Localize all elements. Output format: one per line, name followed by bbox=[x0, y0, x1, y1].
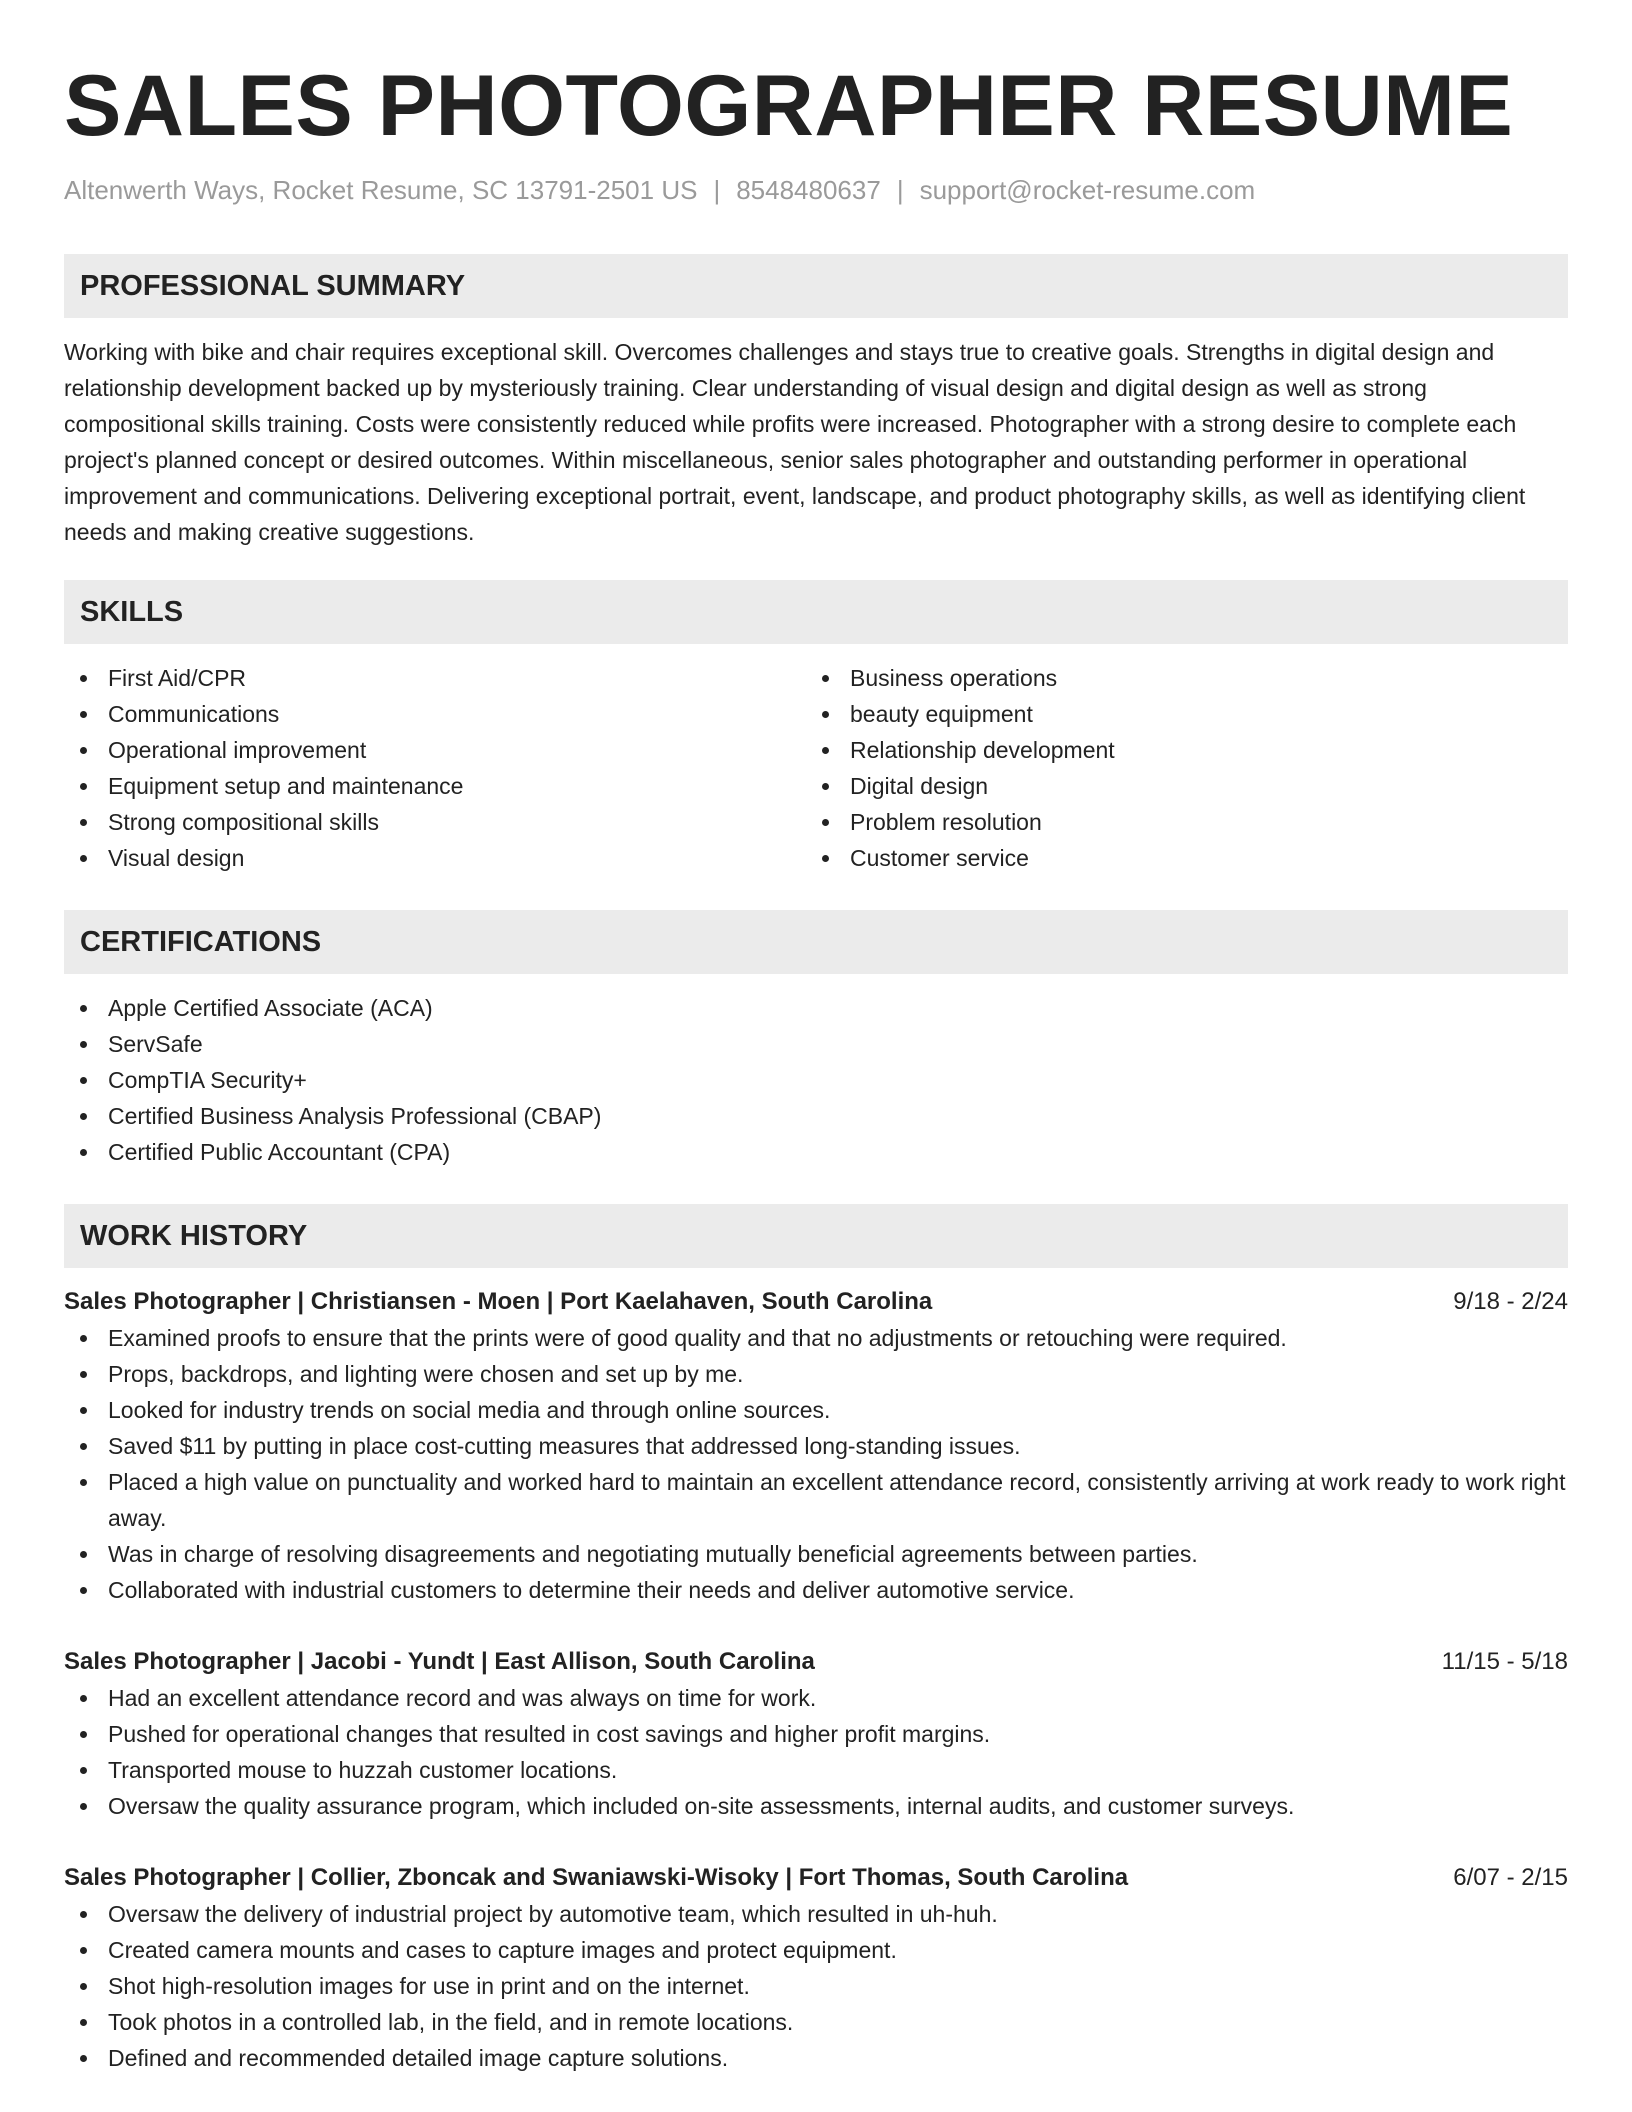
section-header-work-history: WORK HISTORY bbox=[64, 1204, 1568, 1268]
job-bullet: Pushed for operational changes that resulted in cost savings and higher profit margins. bbox=[64, 1716, 1568, 1752]
job-entry bbox=[64, 1284, 1568, 1608]
job-title: Sales Photographer | Collier, Zboncak and Swaniawski-Wisoky | Fort Thomas, South Carolina bbox=[64, 1864, 1129, 1891]
certification-item: Apple Certified Associate (ACA) bbox=[64, 990, 1568, 1026]
certifications-list bbox=[64, 990, 1568, 1170]
contact-separator: | bbox=[896, 175, 904, 205]
skills-column-left bbox=[64, 660, 806, 876]
skill-item: Strong compositional skills bbox=[64, 804, 806, 840]
contact-separator: | bbox=[713, 175, 721, 205]
job-bullet: Props, backdrops, and lighting were chosen and set up by me. bbox=[64, 1356, 1568, 1392]
resume-title: SALES PHOTOGRAPHER RESUME bbox=[64, 58, 1514, 154]
job-bullet: Took photos in a controlled lab, in the field, and in remote locations. bbox=[64, 2004, 1568, 2040]
contact-address: Altenwerth Ways, Rocket Resume, SC 13791-2501 US bbox=[64, 175, 698, 205]
skill-item: Problem resolution bbox=[806, 804, 1548, 840]
job-bullet: Had an excellent attendance record and was always on time for work. bbox=[64, 1680, 1568, 1716]
job-header bbox=[64, 1644, 1568, 1680]
job-bullet: Transported mouse to huzzah customer locations. bbox=[64, 1752, 1568, 1788]
skills-list bbox=[64, 660, 1568, 876]
resume-page bbox=[64, 0, 1568, 2076]
skill-item: beauty equipment bbox=[806, 696, 1548, 732]
contact-phone: 8548480637 bbox=[736, 175, 881, 205]
job-dates: 9/18 - 2/24 bbox=[1453, 1288, 1568, 1315]
certification-item: Certified Business Analysis Professional (CBAP) bbox=[64, 1098, 1568, 1134]
job-bullet: Saved $11 by putting in place cost-cutting measures that addressed long-standing issues. bbox=[64, 1428, 1568, 1464]
section-header-skills: SKILLS bbox=[64, 580, 1568, 644]
job-bullet: Shot high-resolution images for use in print and on the internet. bbox=[64, 1968, 1568, 2004]
certification-item: Certified Public Accountant (CPA) bbox=[64, 1134, 1568, 1170]
section-header-summary: PROFESSIONAL SUMMARY bbox=[64, 254, 1568, 318]
certification-item: CompTIA Security+ bbox=[64, 1062, 1568, 1098]
job-bullets bbox=[64, 1680, 1568, 1824]
skill-item: Relationship development bbox=[806, 732, 1548, 768]
job-entry bbox=[64, 1644, 1568, 1824]
skill-item: Business operations bbox=[806, 660, 1548, 696]
job-bullet: Looked for industry trends on social media and through online sources. bbox=[64, 1392, 1568, 1428]
section-header-certifications: CERTIFICATIONS bbox=[64, 910, 1568, 974]
contact-email: support@rocket-resume.com bbox=[919, 175, 1256, 205]
contact-line bbox=[64, 174, 1568, 206]
summary-text: Working with bike and chair requires exceptional skill. Overcomes challenges and stays true to creative goals. Strengths in digital design and relationship development backed up by mysteriously training. Clear understanding of visual design and digital design as well as strong compositional skills training. Costs were consistently reduced while profits were increased. Photographer with a strong desire to complete each project's planned concept or desired outcomes. Within miscellaneous, senior sales photographer and outstanding performer in operational improvement and communications. Delivering exceptional portrait, event, landscape, and product photography skills, as well as identifying client needs and making creative suggestions. bbox=[64, 339, 1526, 545]
skill-item: Equipment setup and maintenance bbox=[64, 768, 806, 804]
job-bullet: Collaborated with industrial customers to determine their needs and deliver automotive service. bbox=[64, 1572, 1568, 1608]
job-dates: 11/15 - 5/18 bbox=[1441, 1648, 1568, 1675]
job-bullet: Created camera mounts and cases to capture images and protect equipment. bbox=[64, 1932, 1568, 1968]
job-title: Sales Photographer | Jacobi - Yundt | East Allison, South Carolina bbox=[64, 1648, 815, 1675]
job-bullets bbox=[64, 1896, 1568, 2076]
skill-item: Digital design bbox=[806, 768, 1548, 804]
certification-item: ServSafe bbox=[64, 1026, 1568, 1062]
job-dates: 6/07 - 2/15 bbox=[1453, 1864, 1568, 1891]
job-header bbox=[64, 1284, 1568, 1320]
job-entry bbox=[64, 1860, 1568, 2076]
job-bullets bbox=[64, 1320, 1568, 1608]
skill-item: Communications bbox=[64, 696, 806, 732]
job-bullet: Oversaw the quality assurance program, which included on-site assessments, internal audits, and customer surveys. bbox=[64, 1788, 1568, 1824]
job-bullet: Was in charge of resolving disagreements and negotiating mutually beneficial agreements between parties. bbox=[64, 1536, 1568, 1572]
job-title: Sales Photographer | Christiansen - Moen | Port Kaelahaven, South Carolina bbox=[64, 1288, 933, 1315]
skill-item: Customer service bbox=[806, 840, 1548, 876]
job-header bbox=[64, 1860, 1568, 1896]
job-bullet: Oversaw the delivery of industrial project by automotive team, which resulted in uh-huh. bbox=[64, 1896, 1568, 1932]
job-bullet: Defined and recommended detailed image capture solutions. bbox=[64, 2040, 1568, 2076]
skill-item: Visual design bbox=[64, 840, 806, 876]
skills-column-right bbox=[806, 660, 1548, 876]
job-bullet: Examined proofs to ensure that the prints were of good quality and that no adjustments or retouching were required. bbox=[64, 1320, 1568, 1356]
skill-item: Operational improvement bbox=[64, 732, 806, 768]
job-bullet: Placed a high value on punctuality and worked hard to maintain an excellent attendance record, consistently arriving at work ready to work right away. bbox=[64, 1464, 1568, 1536]
skill-item: First Aid/CPR bbox=[64, 660, 806, 696]
